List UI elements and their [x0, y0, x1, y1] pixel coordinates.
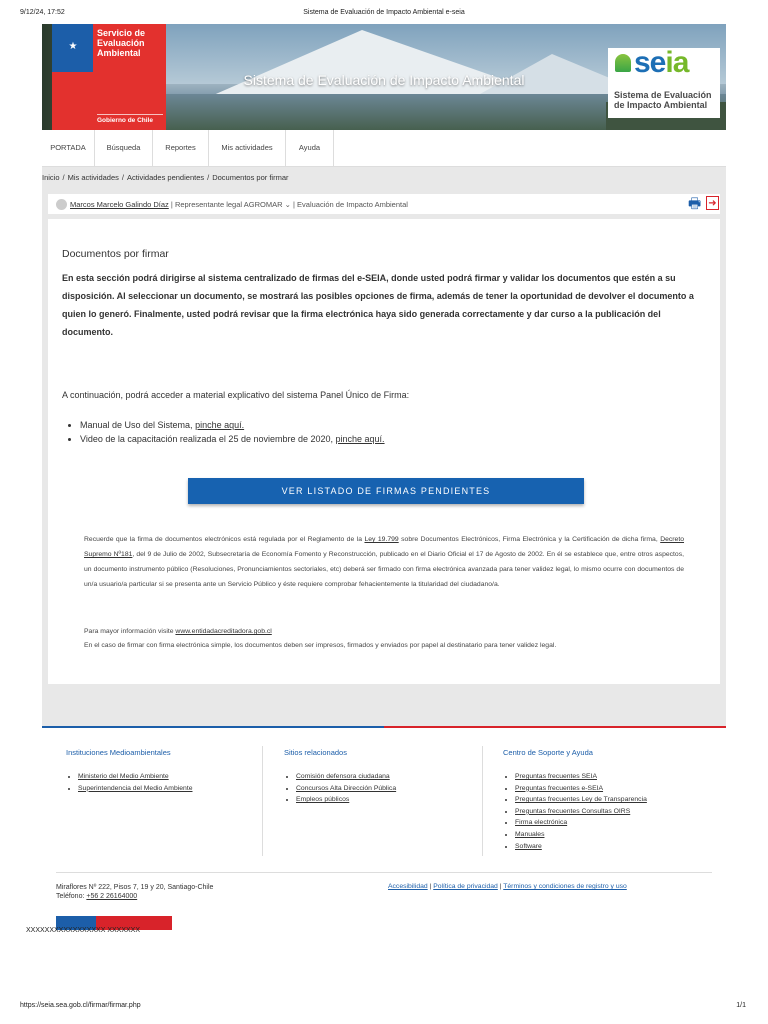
hand-leaf-icon — [615, 54, 631, 72]
footer-link[interactable]: Manuales — [515, 830, 545, 838]
chevron-down-icon: ⌄ — [284, 200, 291, 209]
tab-busqueda[interactable]: Búsqueda — [95, 130, 153, 166]
footer-link[interactable]: Firma electrónica — [515, 819, 568, 827]
breadcrumb-inicio[interactable]: Inicio — [42, 173, 60, 182]
tab-mis-actividades[interactable]: Mis actividades — [209, 130, 286, 166]
section-heading: Documentos por firmar — [62, 248, 169, 260]
gov-name: Servicio de Evaluación Ambiental — [97, 28, 146, 58]
simple-sign-note: En el caso de firmar con firma electrónica simple, los documentos deben ser impresos, firmados y enviados por papel al destinatario para tener validez legal. — [84, 642, 557, 649]
coat-of-arms-icon: ★ — [68, 41, 78, 52]
footer-links: Accesibilidad | Política de privacidad | Términos y condiciones de registro y uso — [388, 883, 627, 890]
gov-sub: Gobierno de Chile — [97, 117, 153, 124]
breadcrumb-mis-actividades[interactable]: Mis actividades — [67, 173, 119, 182]
ley-link[interactable]: Ley 19.799 — [364, 536, 399, 543]
list-item: • Video de la capacitación realizada el 25 de noviembre de 2020, pinche aquí. — [80, 432, 385, 446]
manual-link[interactable]: pinche aquí. — [195, 420, 245, 430]
role-dropdown[interactable] — [175, 200, 291, 209]
tab-reportes[interactable]: Reportes — [153, 130, 209, 166]
intro-text: En esta sección podrá dirigirse al sistema centralizado de firmas del e-SEIA, donde usted podrá firmar y validar los documentos que estén a su disposición. Al seleccionar un documento, se mostrará las posibles opciones de firma, además de tener la oportunidad de devolver el documento a quien lo generó. Finalmente, usted podrá revisar que la firma electrónica haya sido generada correctamente y dar curso a la publicación del documento. — [62, 273, 694, 337]
more-info: Para mayor información visite www.entidadacreditadora.gob.cl En el caso de firmar con firma electrónica simple, los documentos deben ser impresos, firmados y enviados por papel al destinatario para tener validez legal. — [84, 625, 684, 653]
footer-link[interactable]: Empleos públicos — [296, 796, 350, 804]
breadcrumb-current: Documentos por firmar — [212, 173, 289, 182]
footer-link[interactable]: Comisión defensora ciudadana — [296, 773, 390, 780]
list-item: • Manual de Uso del Sistema, pinche aquí. — [80, 418, 385, 432]
footer-link[interactable]: Superintendencia del Medio Ambiente — [78, 784, 193, 792]
accessibility-link[interactable]: Accesibilidad — [388, 883, 428, 890]
user-bar: Marcos Marcelo Galindo Díaz | Representante legal AGROMAR ⌄ | Evaluación de Impacto Ambiental 🖶 ➜ — [48, 194, 720, 214]
video-link[interactable]: pinche aquí. — [335, 434, 385, 444]
terms-link[interactable]: Términos y condiciones de registro y uso — [503, 883, 627, 890]
footer-link[interactable]: Preguntas frecuentes e-SEIA — [515, 784, 604, 792]
footer-col-title: Centro de Soporte y Ayuda — [503, 748, 593, 757]
footer-address: Miraflores Nº 222, Pisos 7, 19 y 20, Santiago-Chile Teléfono: +56 2 26164000 — [56, 884, 214, 900]
access-text: A continuación, podrá acceder a material explicativo del sistema Panel Único de Firma: — [62, 390, 410, 400]
main-nav — [42, 130, 726, 167]
footer-col-related — [284, 748, 396, 806]
view-pending-signatures-button[interactable]: VER LISTADO DE FIRMAS PENDIENTES — [188, 478, 584, 504]
footer-link[interactable]: Concursos Alta Dirección Pública — [296, 784, 397, 792]
header-banner — [42, 24, 726, 130]
trailer-text: XXXXXXXXXXXXXXXXX XXXXXXX — [26, 927, 140, 934]
footer-link[interactable]: Software — [515, 842, 542, 850]
page-frame — [42, 24, 726, 928]
footer-col-support — [503, 748, 647, 852]
entidad-link[interactable]: www.entidadacreditadora.gob.cl — [175, 628, 272, 635]
brand-sub: Sistema de Evaluación de Impacto Ambiental — [614, 90, 712, 110]
brand-word-b: ia — [665, 46, 689, 79]
seia-logo[interactable] — [608, 48, 720, 118]
breadcrumb: Inicio / Mis actividades / Actividades pendientes / Documentos por firmar — [42, 173, 289, 182]
footer — [42, 726, 726, 930]
avatar — [56, 199, 67, 210]
footer-col-title: Sitios relacionados — [284, 748, 347, 757]
brand-word-a: se — [634, 46, 666, 79]
module-label: Evaluación de Impacto Ambiental — [297, 200, 408, 209]
role-label: Representante legal AGROMAR — [174, 200, 283, 209]
main-content — [48, 219, 720, 684]
print-url: https://seia.sea.gob.cl/firmar/firmar.php — [20, 1002, 141, 1009]
user-link[interactable]: Marcos Marcelo Galindo Díaz — [70, 200, 169, 209]
footer-link[interactable]: Preguntas frecuentes Ley de Transparencia — [515, 796, 647, 804]
print-doc-title: Sistema de Evaluación de Impacto Ambiental e-seia — [303, 9, 465, 16]
page-title: Sistema de Evaluación de Impacto Ambiental — [243, 72, 525, 88]
print-datetime: 9/12/24, 17:52 — [20, 9, 65, 16]
privacy-link[interactable]: Política de privacidad — [433, 883, 498, 890]
footer-link[interactable]: Preguntas frecuentes Consultas OIRS — [515, 807, 631, 815]
printer-icon[interactable]: 🖶 — [688, 195, 702, 211]
decreto-link[interactable]: Decreto Supremo Nº181 — [84, 536, 685, 558]
tab-ayuda[interactable]: Ayuda — [286, 130, 334, 166]
material-list — [62, 418, 385, 446]
print-page: 1/1 — [736, 1002, 746, 1009]
footer-col-title: Instituciones Medioambientales — [66, 748, 171, 757]
breadcrumb-actividades-pendientes[interactable]: Actividades pendientes — [126, 173, 205, 182]
logout-icon[interactable]: ➜ — [706, 196, 719, 210]
tab-portada[interactable]: PORTADA — [42, 130, 95, 166]
footer-col-institutions — [66, 748, 193, 794]
footer-link[interactable]: Ministerio del Medio Ambiente — [78, 773, 169, 780]
footer-link[interactable]: Preguntas frecuentes SEIA — [515, 773, 597, 780]
phone-link[interactable]: +56 2 26164000 — [86, 893, 138, 900]
legal-text: Recuerde que la firma de documentos electrónicos está regulada por el Reglamento de la Ley 19.799 sobre Documentos Electrónicos, Firma Electrónica y la Certificación de dicha firma, Decreto Supremo Nº181, del 9 de Julio de 2002, Subsecretaría de Economía Fomento y Reconstrucción, publicado en el Diario Oficial el 17 de Agosto de 2002. En él se establece que, entre otros aspectos, un documento instrumento público (Resoluciones, Pronunciamientos sectoriales, etc) deberá ser firmado con firma electrónica avanzada para tener validez legal, lo mismo ocurre con documentos de un/a usuario/a particular si se presenta ante un Servicio Público y éste requiere comprobar fehacientemente la titularidad del ciudadano/a. — [84, 536, 685, 588]
